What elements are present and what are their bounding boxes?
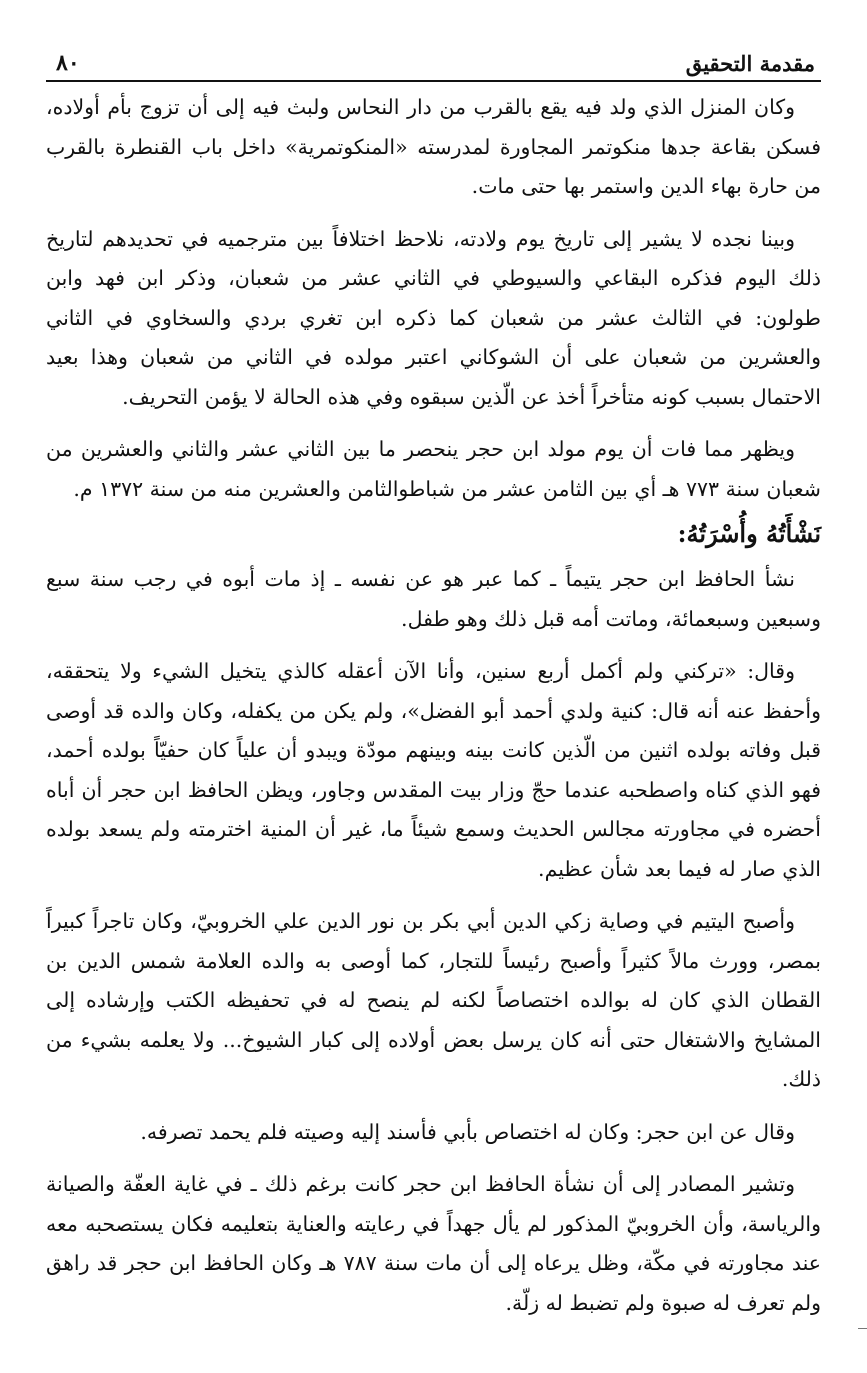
page-body [46,88,821,1323]
section-heading: نَشْأَتُهُ وأُسْرَتُهُ: [677,519,821,548]
page-number: ٨٠ [56,50,80,76]
paragraph: وبينا نجده لا يشير إلى تاريخ يوم ولادته، نلاحظ اختلافاً بين مترجميه في تحديدهم لتاريخ ذلك اليوم فذكره البقاعي والسيوطي في الثاني عشر من شعبان، وذكر ابن فهد وابن طولون: في الثالث عشر من شعبان كما ذكره ابن تغري بردي والسخاوي في الثاني والعشرين من شعبان على أن الشوكاني اعتبر مولده في الثاني من شعبان وهذا بعيد الاحتمال بسبب كونه متأخراً أخذ عن الّذين سبقوه وفي هذه الحالة لا يؤمن التحريف. [46,226,821,409]
margin-mark [858,1328,867,1329]
paragraph: وقال عن ابن حجر: وكان له اختصاص بأبي فأسند إليه وصيته فلم يحمد تصرفه. [140,1119,795,1144]
paragraph: ويظهر مما فات أن يوم مولد ابن حجر ينحصر ما بين الثاني عشر والثاني والعشرين من شعبان سنة ٧٧٣ هـ أي بين الثامن عشر من شباطوالثامن والعشرين منه من سنة ١٣٧٢ م. [46,437,821,501]
paragraph: وقال: «تركني ولم أكمل أربع سنين، وأنا الآن أعقله كالذي يتخيل الشيء ولا يتحققه، وأحفظ عنه أنه قال: كنية ولدي أحمد أبو الفضل»، ولم يكن من يكفله، وكان والده قد أوصى قبل وفاته بولده اثنين من الّذين كانت بينه وبينهم مودّة ويبدو أن علياً كان حفيّاً بولده أحمد، فهو الذي كناه واصطحبه عندما حجّ وزار بيت المقدس وجاور، ويظن الحافظ ابن حجر أن أباه أحضره في مجاورته مجالس الحديث وسمع شيئاً ما، غير أن المنية اخترمته ولم يسعد بولده الذي صار له فيما بعد شأن عظيم. [46,659,821,881]
header-title: مقدمة التحقيق [685,51,815,76]
paragraph: وكان المنزل الذي ولد فيه يقع بالقرب من دار النحاس ولبث فيه إلى أن تزوج بأم أولاده، فسكن بقاعة جدها منكوتمر المجاورة لمدرسته «المنكوتمرية» داخل باب القنطرة بالقرب من حارة بهاء الدين واستمر بها حتى مات. [46,95,821,198]
running-header [46,38,821,82]
paragraph: وتشير المصادر إلى أن نشأة الحافظ ابن حجر كانت برغم ذلك ـ في غاية العفّة والصيانة والرياسة، وأن الخروبيّ المذكور لم يأل جهداً في رعايته والعناية بتعليمه فكان يستصحبه معه عند مجاورته في مكّة، وظل يرعاه إلى أن مات سنة ٧٨٧ هـ وكان الحافظ ابن حجر قد راهق ولم تعرف له صبوة ولم تضبط له زلّة. [46,1172,821,1315]
paragraph: وأصبح اليتيم في وصاية زكي الدين أبي بكر بن نور الدين علي الخروبيّ، وكان تاجراً كبيراً بمصر، وورث مالاً كثيراً وأصبح رئيساً للتجار، كما أوصى به والده العلامة شمس الدين بن القطان الذي كان له بوالده اختصاصاً لكنه لم ينصح له في تحفيظه الكتب وإرشاده إلى المشايخ والاشتغال حتى أنه كان يرسل بعض أولاده إلى كبار الشيوخ... ولا يعلمه بشيء من ذلك. [46,909,821,1091]
paragraph: نشأ الحافظ ابن حجر يتيماً ـ كما عبر هو عن نفسه ـ إذ مات أبوه في رجب سنة سبع وسبعين وسبعمائة، وماتت أمه قبل ذلك وهو طفل. [46,567,821,631]
